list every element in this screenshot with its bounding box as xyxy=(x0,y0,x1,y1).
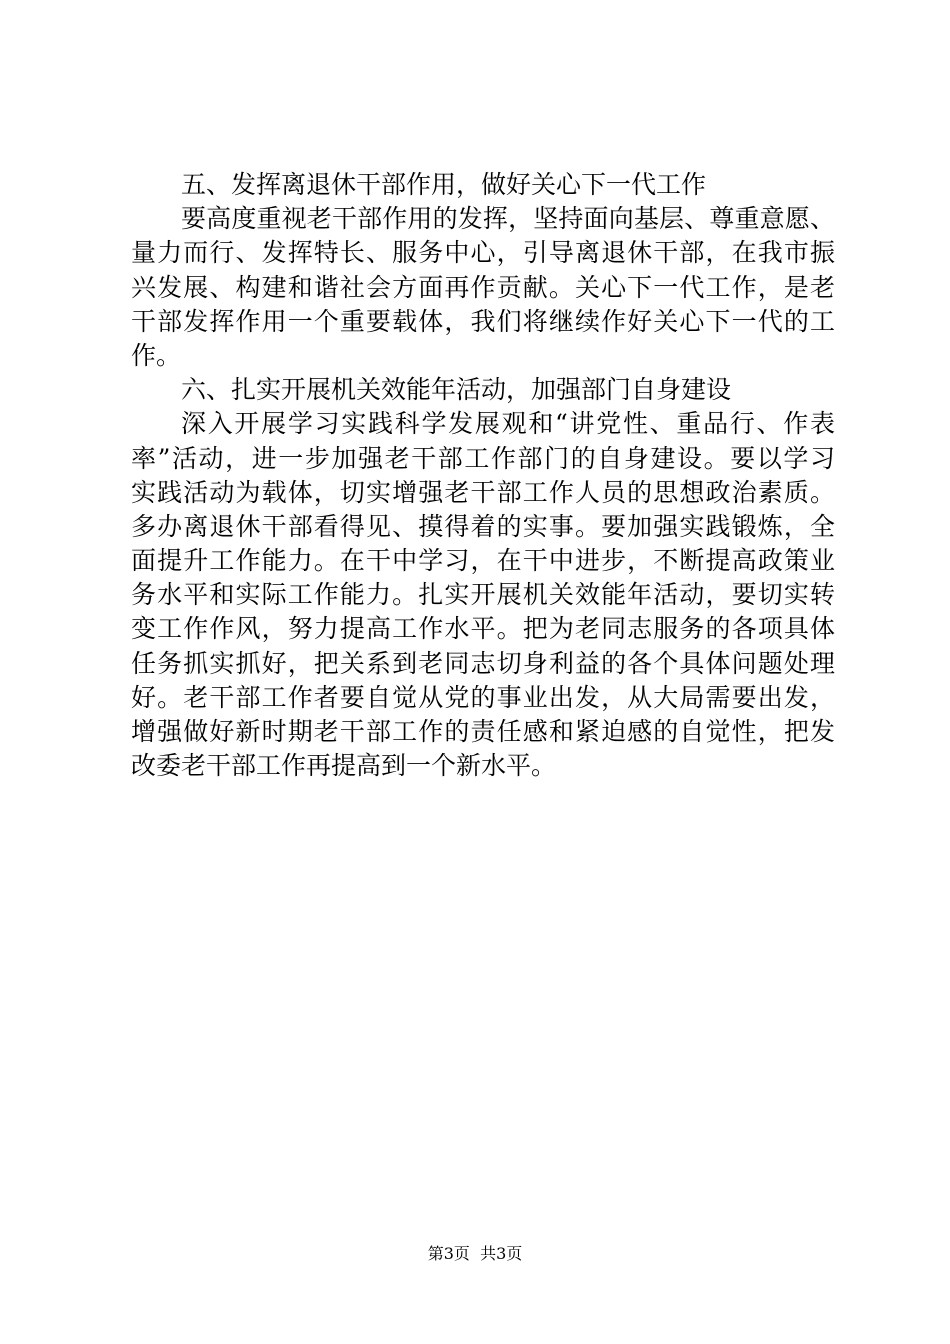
paragraph-line: 作。 xyxy=(131,340,182,370)
paragraph-line: 率”活动，进一步加强老干部工作部门的自身建设。要以学习 xyxy=(131,443,835,473)
paragraph-line: 面提升工作能力。在干中学习，在干中进步，不断提高政策业 xyxy=(131,546,835,576)
section-heading-5: 五、发挥离退休干部作用，做好关心下一代工作 xyxy=(181,170,707,199)
paragraph-line: 增强做好新时期老干部工作的责任感和紧迫感的自觉性，把发 xyxy=(131,717,835,746)
paragraph-line: 多办离退休干部看得见、摸得着的实事。要加强实践锻炼，全 xyxy=(131,511,835,541)
paragraph-line: 深入开展学习实践科学发展观和“讲党性、重品行、作表 xyxy=(181,409,835,439)
paragraph-line: 好。老干部工作者要自觉从党的事业出发，从大局需要出发， xyxy=(131,682,835,712)
paragraph-line: 改委老干部工作再提高到一个新水平。 xyxy=(131,751,557,781)
section-heading-6: 六、扎实开展机关效能年活动，加强部门自身建设 xyxy=(181,375,732,405)
paragraph-line: 要高度重视老干部作用的发挥，坚持面向基层、尊重意愿、 xyxy=(181,204,835,234)
paragraph-line: 务水平和实际工作能力。扎实开展机关效能年活动，要切实转 xyxy=(131,580,835,610)
paragraph-line: 干部发挥作用一个重要载体，我们将继续作好关心下一代的工 xyxy=(131,306,835,336)
paragraph-line: 量力而行、发挥特长、服务中心，引导离退休干部，在我市振 xyxy=(131,238,835,268)
paragraph-line: 任务抓实抓好，把关系到老同志切身利益的各个具体问题处理 xyxy=(131,648,835,678)
page-number-label: 第3页 共3页 xyxy=(427,1244,523,1263)
paragraph-line: 变工作作风，努力提高工作水平。把为老同志服务的各项具体 xyxy=(131,614,835,644)
document-body xyxy=(131,168,835,783)
page-footer xyxy=(0,1243,950,1265)
paragraph-line: 兴发展、构建和谐社会方面再作贡献。关心下一代工作，是老 xyxy=(131,272,835,302)
paragraph-line: 实践活动为载体，切实增强老干部工作人员的思想政治素质。 xyxy=(131,477,835,507)
